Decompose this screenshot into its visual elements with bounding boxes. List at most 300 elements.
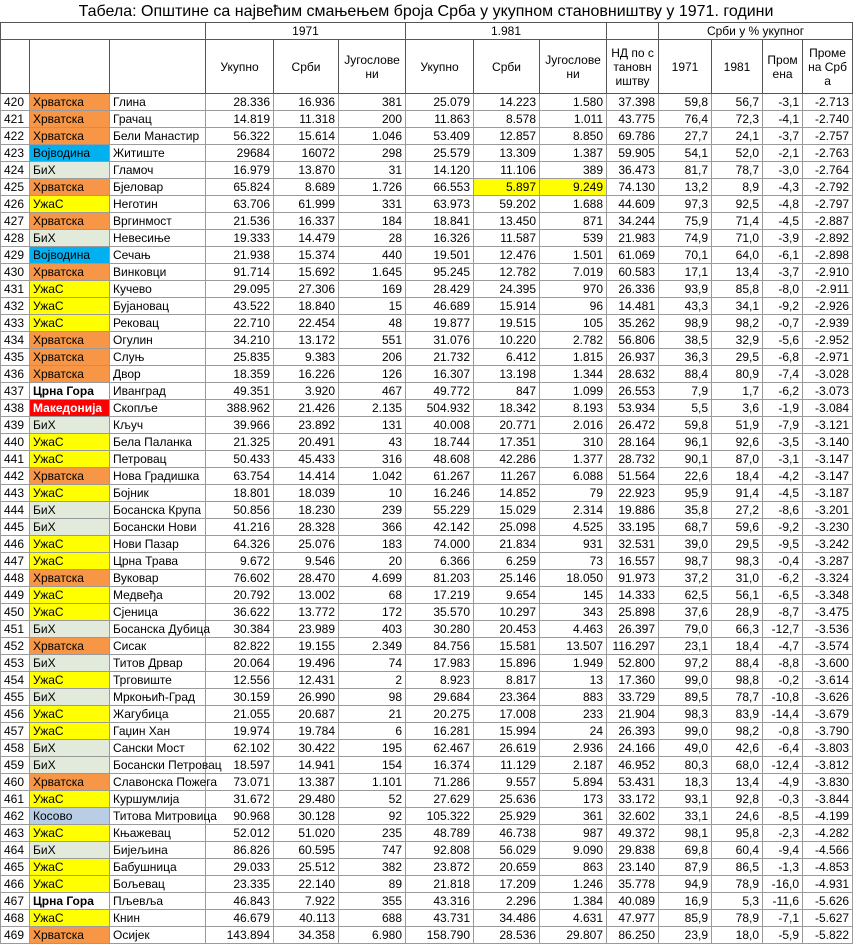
region-cell: Хрватска [30,213,110,230]
col-nd: НД по становништву [607,40,659,94]
yugoslavs-1981-cell: 2.936 [540,740,607,757]
col-change: Промена [763,40,803,94]
row-index-cell: 422 [1,128,30,145]
nd-cell: 25.898 [607,604,659,621]
total-1971-cell: 18.597 [206,757,274,774]
row-index-cell: 447 [1,553,30,570]
yugoslavs-1981-cell: 1.949 [540,655,607,672]
serbs-1981-cell: 847 [474,383,540,400]
row-index-cell: 458 [1,740,30,757]
table-row [1,281,853,298]
pct-1981-cell: 52,0 [712,145,763,162]
yugoslavs-1981-cell: 2.016 [540,417,607,434]
region-cell: УжаС [30,723,110,740]
change-serbs-cell: -4.931 [803,876,853,893]
col-total-1981: Укупно [406,40,474,94]
total-1971-cell: 50.856 [206,502,274,519]
serbs-1981-cell: 25.636 [474,791,540,808]
table-row [1,468,853,485]
serbs-1981-cell: 25.098 [474,519,540,536]
total-1981-cell: 53.409 [406,128,474,145]
nd-cell: 91.973 [607,570,659,587]
pct-1971-cell: 96,1 [659,434,712,451]
pct-1981-cell: 18,4 [712,468,763,485]
nd-cell: 26.472 [607,417,659,434]
pct-1981-cell: 95,8 [712,825,763,842]
nd-cell: 33.195 [607,519,659,536]
header-row-years [1,23,853,40]
change-serbs-cell: -3.324 [803,570,853,587]
serbs-1971-cell: 26.990 [274,689,339,706]
pct-1981-cell: 18,0 [712,927,763,944]
serbs-1981-cell: 15.896 [474,655,540,672]
municipality-cell: Књажевац [110,825,206,842]
yugoslavs-1971-cell: 43 [339,434,406,451]
pct-1971-cell: 33,1 [659,808,712,825]
serbs-1971-cell: 15.374 [274,247,339,264]
yugoslavs-1981-cell: 4.463 [540,621,607,638]
region-cell: БиХ [30,519,110,536]
change-serbs-cell: -3.084 [803,400,853,417]
nd-cell: 34.244 [607,213,659,230]
serbs-1971-cell: 14.941 [274,757,339,774]
nd-cell: 37.398 [607,94,659,111]
serbs-1981-cell: 20.453 [474,621,540,638]
yugoslavs-1971-cell: 316 [339,451,406,468]
region-cell: УжаС [30,791,110,808]
nd-cell: 47.977 [607,910,659,927]
nd-cell: 116.297 [607,638,659,655]
change-serbs-cell: -3.230 [803,519,853,536]
pct-1981-cell: 5,3 [712,893,763,910]
municipality-cell: Кључ [110,417,206,434]
change-serbs-cell: -2.797 [803,196,853,213]
total-1981-cell: 21.732 [406,349,474,366]
serbs-1981-cell: 19.515 [474,315,540,332]
total-1971-cell: 52.012 [206,825,274,842]
serbs-1981-cell: 8.578 [474,111,540,128]
total-1971-cell: 21.325 [206,434,274,451]
header-blank-idx [1,40,30,94]
change-serbs-cell: -4.566 [803,842,853,859]
change-serbs-cell: -3.844 [803,791,853,808]
total-1971-cell: 12.556 [206,672,274,689]
yugoslavs-1981-cell: 145 [540,587,607,604]
region-cell: Македонија [30,400,110,417]
serbs-1971-cell: 21.426 [274,400,339,417]
row-index-cell: 434 [1,332,30,349]
yugoslavs-1981-cell: 389 [540,162,607,179]
row-index-cell: 449 [1,587,30,604]
yugoslavs-1971-cell: 551 [339,332,406,349]
row-index-cell: 440 [1,434,30,451]
pct-1981-cell: 72,3 [712,111,763,128]
yugoslavs-1971-cell: 154 [339,757,406,774]
total-1981-cell: 18.744 [406,434,474,451]
nd-cell: 49.372 [607,825,659,842]
row-index-cell: 452 [1,638,30,655]
table-row [1,638,853,655]
change-cell: -9,4 [763,842,803,859]
change-cell: -6,5 [763,587,803,604]
serbs-1971-cell: 13.172 [274,332,339,349]
yugoslavs-1971-cell: 126 [339,366,406,383]
region-cell: УжаС [30,298,110,315]
total-1981-cell: 18.841 [406,213,474,230]
change-cell: -2,1 [763,145,803,162]
serbs-1971-cell: 25.512 [274,859,339,876]
serbs-1981-cell: 28.536 [474,927,540,944]
serbs-1971-cell: 19.496 [274,655,339,672]
total-1971-cell: 36.622 [206,604,274,621]
yugoslavs-1981-cell: 79 [540,485,607,502]
region-cell: УжаС [30,587,110,604]
region-cell: БиХ [30,162,110,179]
table-row [1,213,853,230]
change-cell: -0,4 [763,553,803,570]
serbs-1981-cell: 17.351 [474,434,540,451]
pct-1971-cell: 98,1 [659,825,712,842]
row-index-cell: 429 [1,247,30,264]
pct-1971-cell: 81,7 [659,162,712,179]
region-cell: БиХ [30,655,110,672]
yugoslavs-1981-cell: 9.090 [540,842,607,859]
change-serbs-cell: -2.713 [803,94,853,111]
pct-1981-cell: 68,0 [712,757,763,774]
row-index-cell: 460 [1,774,30,791]
table-row [1,893,853,910]
serbs-1971-cell: 34.358 [274,927,339,944]
total-1981-cell: 504.932 [406,400,474,417]
serbs-1981-cell: 14.852 [474,485,540,502]
row-index-cell: 464 [1,842,30,859]
pct-1971-cell: 38,5 [659,332,712,349]
col-serbs-1971: Срби [274,40,339,94]
municipality-cell: Вуковар [110,570,206,587]
yugoslavs-1971-cell: 195 [339,740,406,757]
total-1971-cell: 19.333 [206,230,274,247]
pct-1981-cell: 87,0 [712,451,763,468]
yugoslavs-1981-cell: 871 [540,213,607,230]
total-1981-cell: 31.076 [406,332,474,349]
serbs-1981-cell: 8.817 [474,672,540,689]
municipality-cell: Пљевља [110,893,206,910]
change-cell: -9,2 [763,519,803,536]
pct-1981-cell: 34,1 [712,298,763,315]
change-cell: -2,3 [763,825,803,842]
table-row [1,655,853,672]
region-cell: УжаС [30,859,110,876]
total-1981-cell: 17.219 [406,587,474,604]
serbs-1971-cell: 14.479 [274,230,339,247]
yugoslavs-1971-cell: 331 [339,196,406,213]
region-cell: БиХ [30,689,110,706]
change-cell: -10,8 [763,689,803,706]
serbs-1971-cell: 15.692 [274,264,339,281]
nd-cell: 22.923 [607,485,659,502]
table-row [1,162,853,179]
municipality-cell: Осијек [110,927,206,944]
change-cell: -4,8 [763,196,803,213]
municipality-cell: Нови Пазар [110,536,206,553]
serbs-1981-cell: 5.897 [474,179,540,196]
change-serbs-cell: -3.574 [803,638,853,655]
municipality-cell: Титов Дрвар [110,655,206,672]
table-row [1,383,853,400]
change-cell: -7,4 [763,366,803,383]
nd-cell: 51.564 [607,468,659,485]
pct-1981-cell: 24,6 [712,808,763,825]
municipality-cell: Босанска Крупа [110,502,206,519]
yugoslavs-1971-cell: 98 [339,689,406,706]
nd-cell: 46.952 [607,757,659,774]
header-blank-region [30,40,110,94]
row-index-cell: 467 [1,893,30,910]
serbs-1981-cell: 12.476 [474,247,540,264]
serbs-1981-cell: 24.395 [474,281,540,298]
pct-1971-cell: 89,5 [659,689,712,706]
municipality-cell: Неготин [110,196,206,213]
row-index-cell: 437 [1,383,30,400]
serbs-1981-cell: 15.581 [474,638,540,655]
pct-1971-cell: 35,8 [659,502,712,519]
change-cell: -9,2 [763,298,803,315]
change-serbs-cell: -3.803 [803,740,853,757]
yugoslavs-1981-cell: 73 [540,553,607,570]
total-1981-cell: 25.579 [406,145,474,162]
municipality-cell: Огулин [110,332,206,349]
total-1971-cell: 18.801 [206,485,274,502]
municipality-cell: Бела Паланка [110,434,206,451]
nd-cell: 36.473 [607,162,659,179]
region-cell: Хрватска [30,111,110,128]
change-cell: -9,5 [763,536,803,553]
municipality-cell: Скопље [110,400,206,417]
total-1971-cell: 16.979 [206,162,274,179]
change-serbs-cell: -5.626 [803,893,853,910]
change-cell: -4,1 [763,111,803,128]
region-cell: Црна Гора [30,383,110,400]
yugoslavs-1981-cell: 6.088 [540,468,607,485]
municipality-cell: Босанска Дубица [110,621,206,638]
change-serbs-cell: -3.790 [803,723,853,740]
region-cell: Хрватска [30,332,110,349]
pct-1971-cell: 75,9 [659,213,712,230]
pct-1981-cell: 78,7 [712,689,763,706]
yugoslavs-1981-cell: 987 [540,825,607,842]
yugoslavs-1981-cell: 96 [540,298,607,315]
pct-1981-cell: 18,4 [712,638,763,655]
serbs-1971-cell: 22.454 [274,315,339,332]
total-1981-cell: 35.570 [406,604,474,621]
row-index-cell: 445 [1,519,30,536]
yugoslavs-1971-cell: 92 [339,808,406,825]
nd-cell: 52.800 [607,655,659,672]
change-serbs-cell: -3.028 [803,366,853,383]
pct-1981-cell: 98,8 [712,672,763,689]
nd-cell: 26.397 [607,621,659,638]
total-1981-cell: 63.973 [406,196,474,213]
change-cell: -4,5 [763,485,803,502]
change-serbs-cell: -4.199 [803,808,853,825]
change-serbs-cell: -3.121 [803,417,853,434]
municipality-cell: Црна Трава [110,553,206,570]
serbs-1971-cell: 45.433 [274,451,339,468]
yugoslavs-1971-cell: 2.135 [339,400,406,417]
yugoslavs-1981-cell: 13.507 [540,638,607,655]
row-index-cell: 420 [1,94,30,111]
total-1971-cell: 56.322 [206,128,274,145]
serbs-1971-cell: 20.687 [274,706,339,723]
total-1971-cell: 31.672 [206,791,274,808]
yugoslavs-1981-cell: 343 [540,604,607,621]
yugoslavs-1971-cell: 172 [339,604,406,621]
nd-cell: 59.905 [607,145,659,162]
total-1971-cell: 82.822 [206,638,274,655]
yugoslavs-1971-cell: 381 [339,94,406,111]
change-cell: -12,7 [763,621,803,638]
municipality-cell: Рековац [110,315,206,332]
nd-cell: 43.775 [607,111,659,128]
change-serbs-cell: -3.287 [803,553,853,570]
total-1981-cell: 74.000 [406,536,474,553]
yugoslavs-1981-cell: 863 [540,859,607,876]
table-body [1,94,853,944]
serbs-1981-cell: 2.296 [474,893,540,910]
total-1971-cell: 39.966 [206,417,274,434]
pct-1971-cell: 98,7 [659,553,712,570]
table-row [1,145,853,162]
serbs-1981-cell: 34.486 [474,910,540,927]
pct-1981-cell: 92,8 [712,791,763,808]
total-1971-cell: 23.335 [206,876,274,893]
row-index-cell: 432 [1,298,30,315]
yugoslavs-1981-cell: 1.580 [540,94,607,111]
change-serbs-cell: -3.348 [803,587,853,604]
pct-1971-cell: 94,9 [659,876,712,893]
total-1981-cell: 6.366 [406,553,474,570]
pct-1981-cell: 51,9 [712,417,763,434]
nd-cell: 69.786 [607,128,659,145]
yugoslavs-1981-cell: 9.249 [540,179,607,196]
yugoslavs-1971-cell: 382 [339,859,406,876]
row-index-cell: 424 [1,162,30,179]
region-cell: УжаС [30,706,110,723]
change-cell: -8,7 [763,604,803,621]
municipality-cell: Сјеница [110,604,206,621]
pct-1971-cell: 39,0 [659,536,712,553]
total-1971-cell: 91.714 [206,264,274,281]
pct-1971-cell: 37,2 [659,570,712,587]
pct-1971-cell: 97,3 [659,196,712,213]
total-1971-cell: 29684 [206,145,274,162]
yugoslavs-1981-cell: 29.807 [540,927,607,944]
serbs-1981-cell: 13.198 [474,366,540,383]
serbs-1981-cell: 13.450 [474,213,540,230]
table-row [1,689,853,706]
serbs-1971-cell: 12.431 [274,672,339,689]
serbs-1981-cell: 17.209 [474,876,540,893]
total-1981-cell: 43.731 [406,910,474,927]
nd-cell: 33.729 [607,689,659,706]
table-row [1,774,853,791]
change-cell: -1,9 [763,400,803,417]
municipality-cell: Нова Градишка [110,468,206,485]
header-blank-municipality [110,40,206,94]
row-index-cell: 426 [1,196,30,213]
pct-1971-cell: 76,4 [659,111,712,128]
change-serbs-cell: -2.926 [803,298,853,315]
change-cell: -3,5 [763,434,803,451]
total-1971-cell: 41.216 [206,519,274,536]
region-cell: Хрватска [30,349,110,366]
table-row [1,587,853,604]
pct-1971-cell: 59,8 [659,417,712,434]
pct-1981-cell: 13,4 [712,774,763,791]
total-1981-cell: 46.689 [406,298,474,315]
serbs-1981-cell: 42.286 [474,451,540,468]
yugoslavs-1981-cell: 2.782 [540,332,607,349]
serbs-1971-cell: 18.039 [274,485,339,502]
pct-1981-cell: 59,6 [712,519,763,536]
nd-cell: 14.481 [607,298,659,315]
total-1981-cell: 48.789 [406,825,474,842]
table-row [1,536,853,553]
region-cell: УжаС [30,553,110,570]
total-1981-cell: 95.245 [406,264,474,281]
change-cell: -7,1 [763,910,803,927]
yugoslavs-1981-cell: 1.387 [540,145,607,162]
change-serbs-cell: -3.626 [803,689,853,706]
change-cell: -4,7 [763,638,803,655]
region-cell: УжаС [30,876,110,893]
col-change-serbs: Промена Срба [803,40,853,94]
pct-1981-cell: 91,4 [712,485,763,502]
table-row [1,876,853,893]
col-serbs-1981: Срби [474,40,540,94]
col-total-1971: Укупно [206,40,274,94]
serbs-1981-cell: 6.412 [474,349,540,366]
total-1971-cell: 30.159 [206,689,274,706]
nd-cell: 21.983 [607,230,659,247]
total-1981-cell: 23.872 [406,859,474,876]
region-cell: Хрватска [30,94,110,111]
pct-1981-cell: 1,7 [712,383,763,400]
total-1971-cell: 86.826 [206,842,274,859]
nd-cell: 32.531 [607,536,659,553]
serbs-1971-cell: 40.113 [274,910,339,927]
municipality-cell: Бели Манастир [110,128,206,145]
table-row [1,94,853,111]
table-row [1,451,853,468]
nd-cell: 53.934 [607,400,659,417]
total-1981-cell: 21.818 [406,876,474,893]
table-row [1,485,853,502]
total-1971-cell: 73.071 [206,774,274,791]
yugoslavs-1971-cell: 15 [339,298,406,315]
table-row [1,791,853,808]
nd-cell: 28.632 [607,366,659,383]
change-serbs-cell: -3.830 [803,774,853,791]
total-1971-cell: 76.602 [206,570,274,587]
table-row [1,621,853,638]
nd-cell: 28.732 [607,451,659,468]
municipality-cell: Вргинмост [110,213,206,230]
pct-1971-cell: 59,8 [659,94,712,111]
yugoslavs-1981-cell: 4.631 [540,910,607,927]
change-serbs-cell: -2.898 [803,247,853,264]
serbs-1981-cell: 15.994 [474,723,540,740]
